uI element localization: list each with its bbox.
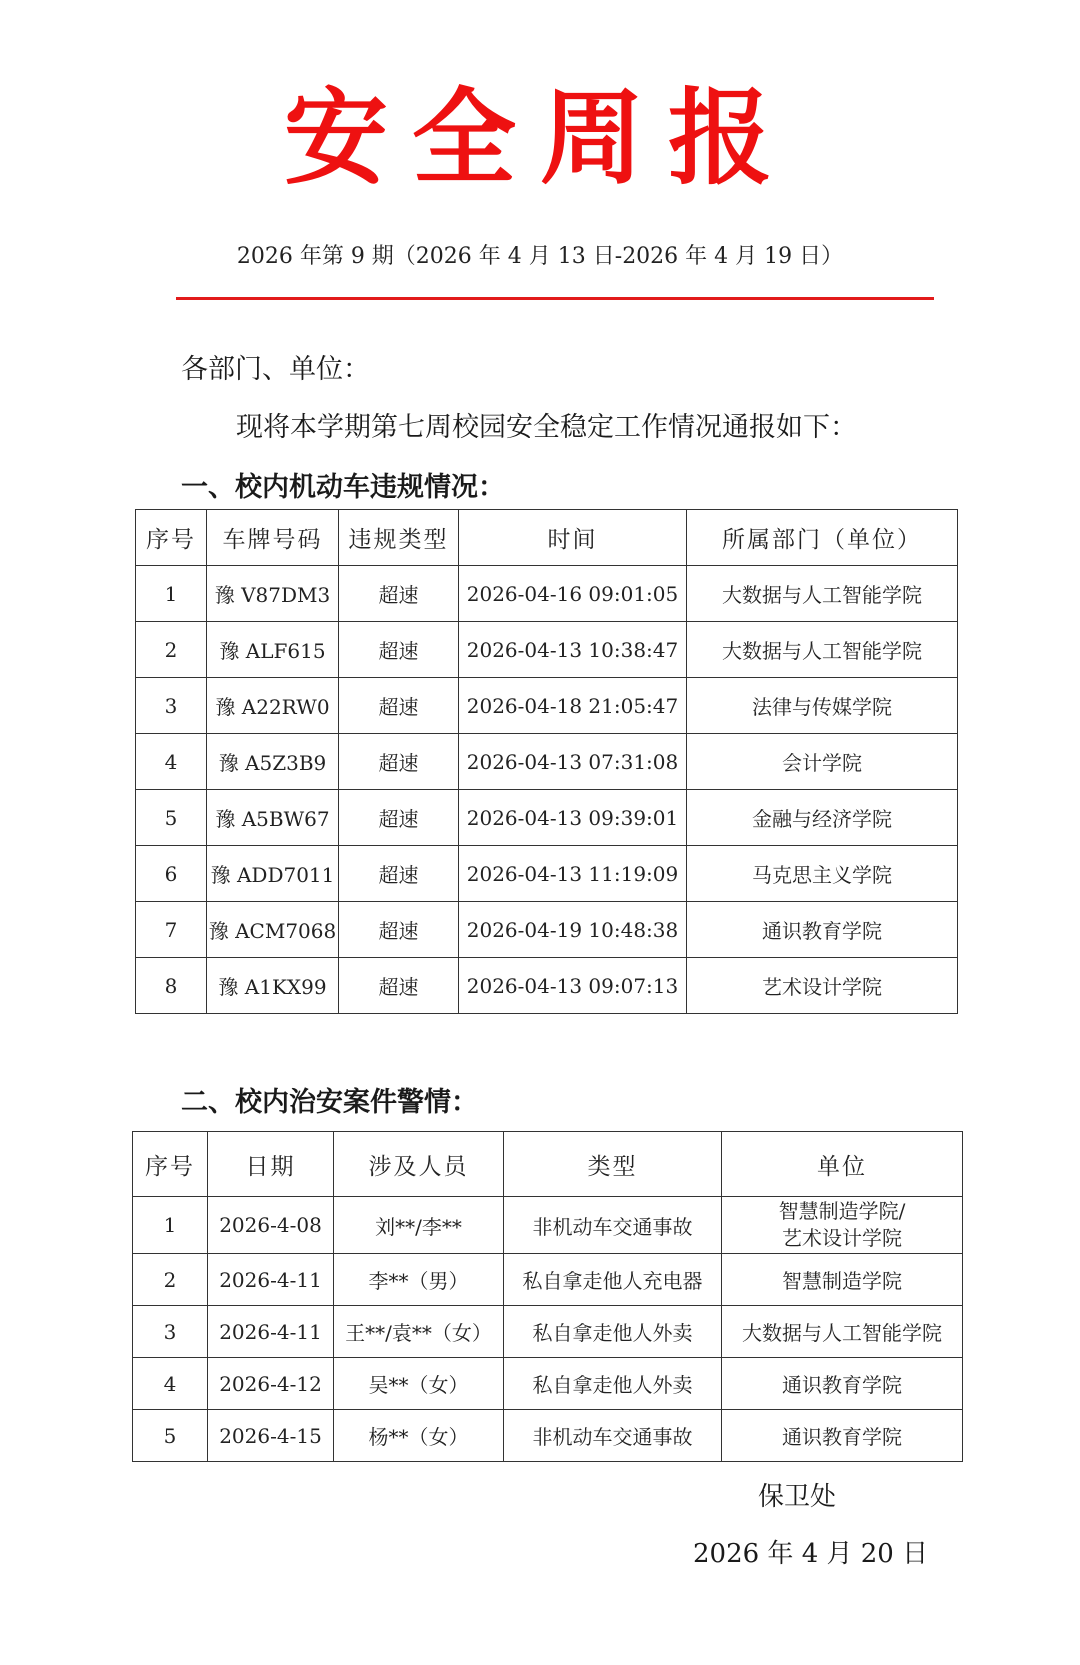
table-row — [133, 1306, 963, 1358]
col-header-time: 时间 — [459, 510, 687, 566]
cell-time: 2026-04-16 09:01:05 — [459, 566, 687, 622]
cell-persons: 杨**（女） — [334, 1410, 504, 1462]
cell-type: 超速 — [339, 622, 459, 678]
col-header-plate: 车牌号码 — [207, 510, 339, 566]
col-header-type: 类型 — [504, 1132, 722, 1197]
issuer-signature: 保卫处 — [758, 1482, 837, 1512]
cell-department: 艺术设计学院 — [687, 958, 958, 1014]
table-row — [136, 902, 958, 958]
cell-date: 2026-4-15 — [208, 1410, 334, 1462]
cell-unit: 大数据与人工智能学院 — [722, 1306, 963, 1358]
cell-index: 1 — [136, 566, 207, 622]
section1-heading: 一、校内机动车违规情况： — [181, 472, 505, 503]
cell-persons: 李**（男） — [334, 1254, 504, 1306]
report-title: 安全周报 — [283, 77, 796, 199]
cell-time: 2026-04-13 07:31:08 — [459, 734, 687, 790]
cell-department: 大数据与人工智能学院 — [687, 622, 958, 678]
cell-type: 私自拿走他人外卖 — [504, 1306, 722, 1358]
cell-department: 会计学院 — [687, 734, 958, 790]
cell-time: 2026-04-19 10:48:38 — [459, 902, 687, 958]
cell-index: 3 — [136, 678, 207, 734]
cell-plate: 豫 V87DM3 — [207, 566, 339, 622]
cell-type: 非机动车交通事故 — [504, 1197, 722, 1254]
cell-time: 2026-04-13 09:39:01 — [459, 790, 687, 846]
cell-unit: 通识教育学院 — [722, 1358, 963, 1410]
table-row — [133, 1254, 963, 1306]
cell-index: 5 — [136, 790, 207, 846]
cell-index: 1 — [133, 1197, 208, 1254]
cell-index: 4 — [136, 734, 207, 790]
cell-time: 2026-04-13 11:19:09 — [459, 846, 687, 902]
cell-time: 2026-04-18 21:05:47 — [459, 678, 687, 734]
cell-index: 7 — [136, 902, 207, 958]
col-header-unit: 单位 — [722, 1132, 963, 1197]
intro-paragraph: 现将本学期第七周校园安全稳定工作情况通报如下： — [236, 412, 857, 443]
issue-date: 2026 年 4 月 20 日 — [693, 1539, 929, 1569]
table-row — [136, 566, 958, 622]
vehicle-violation-table — [135, 509, 958, 1014]
cell-type: 私自拿走他人充电器 — [504, 1254, 722, 1306]
cell-plate: 豫 A5Z3B9 — [207, 734, 339, 790]
section2-heading: 二、校内治安案件警情： — [181, 1087, 478, 1118]
cell-type: 超速 — [339, 958, 459, 1014]
table-row — [133, 1197, 963, 1254]
col-header-index: 序号 — [136, 510, 207, 566]
table-row — [136, 622, 958, 678]
table-row — [136, 846, 958, 902]
cell-type: 非机动车交通事故 — [504, 1410, 722, 1462]
table-row — [133, 1410, 963, 1462]
cell-type: 私自拿走他人外卖 — [504, 1358, 722, 1410]
cell-department: 法律与传媒学院 — [687, 678, 958, 734]
cell-unit: 智慧制造学院/ 艺术设计学院 — [722, 1197, 963, 1254]
cell-plate: 豫 ACM7068 — [207, 902, 339, 958]
col-header-department: 所属部门（单位） — [687, 510, 958, 566]
cell-date: 2026-4-11 — [208, 1254, 334, 1306]
cell-index: 4 — [133, 1358, 208, 1410]
cell-plate: 豫 A1KX99 — [207, 958, 339, 1014]
cell-persons: 吴**（女） — [334, 1358, 504, 1410]
cell-index: 6 — [136, 846, 207, 902]
table-header-row — [133, 1132, 963, 1197]
cell-time: 2026-04-13 09:07:13 — [459, 958, 687, 1014]
salutation: 各部门、单位： — [181, 354, 370, 385]
cell-type: 超速 — [339, 566, 459, 622]
cell-department: 马克思主义学院 — [687, 846, 958, 902]
cell-date: 2026-4-08 — [208, 1197, 334, 1254]
table-row — [133, 1358, 963, 1410]
cell-persons: 王**/袁**（女） — [334, 1306, 504, 1358]
col-header-persons: 涉及人员 — [334, 1132, 504, 1197]
cell-department: 大数据与人工智能学院 — [687, 566, 958, 622]
security-incident-table — [132, 1131, 963, 1462]
cell-unit: 智慧制造学院 — [722, 1254, 963, 1306]
cell-plate: 豫 ALF615 — [207, 622, 339, 678]
cell-type: 超速 — [339, 734, 459, 790]
table-row — [136, 678, 958, 734]
cell-type: 超速 — [339, 790, 459, 846]
cell-unit: 通识教育学院 — [722, 1410, 963, 1462]
cell-index: 5 — [133, 1410, 208, 1462]
cell-index: 8 — [136, 958, 207, 1014]
cell-date: 2026-4-12 — [208, 1358, 334, 1410]
cell-plate: 豫 A22RW0 — [207, 678, 339, 734]
cell-index: 2 — [133, 1254, 208, 1306]
col-header-index: 序号 — [133, 1132, 208, 1197]
cell-index: 3 — [133, 1306, 208, 1358]
col-header-date: 日期 — [208, 1132, 334, 1197]
cell-date: 2026-4-11 — [208, 1306, 334, 1358]
table-row — [136, 958, 958, 1014]
table-row — [136, 790, 958, 846]
cell-department: 通识教育学院 — [687, 902, 958, 958]
cell-time: 2026-04-13 10:38:47 — [459, 622, 687, 678]
cell-persons: 刘**/李** — [334, 1197, 504, 1254]
cell-type: 超速 — [339, 846, 459, 902]
cell-type: 超速 — [339, 902, 459, 958]
issue-line: 2026 年第 9 期（2026 年 4 月 13 日-2026 年 4 月 19 日） — [236, 244, 844, 269]
red-divider — [176, 297, 934, 300]
table-row — [136, 734, 958, 790]
col-header-violation-type: 违规类型 — [339, 510, 459, 566]
cell-plate: 豫 A5BW67 — [207, 790, 339, 846]
cell-index: 2 — [136, 622, 207, 678]
cell-plate: 豫 ADD7011 — [207, 846, 339, 902]
table-header-row — [136, 510, 958, 566]
cell-department: 金融与经济学院 — [687, 790, 958, 846]
cell-type: 超速 — [339, 678, 459, 734]
